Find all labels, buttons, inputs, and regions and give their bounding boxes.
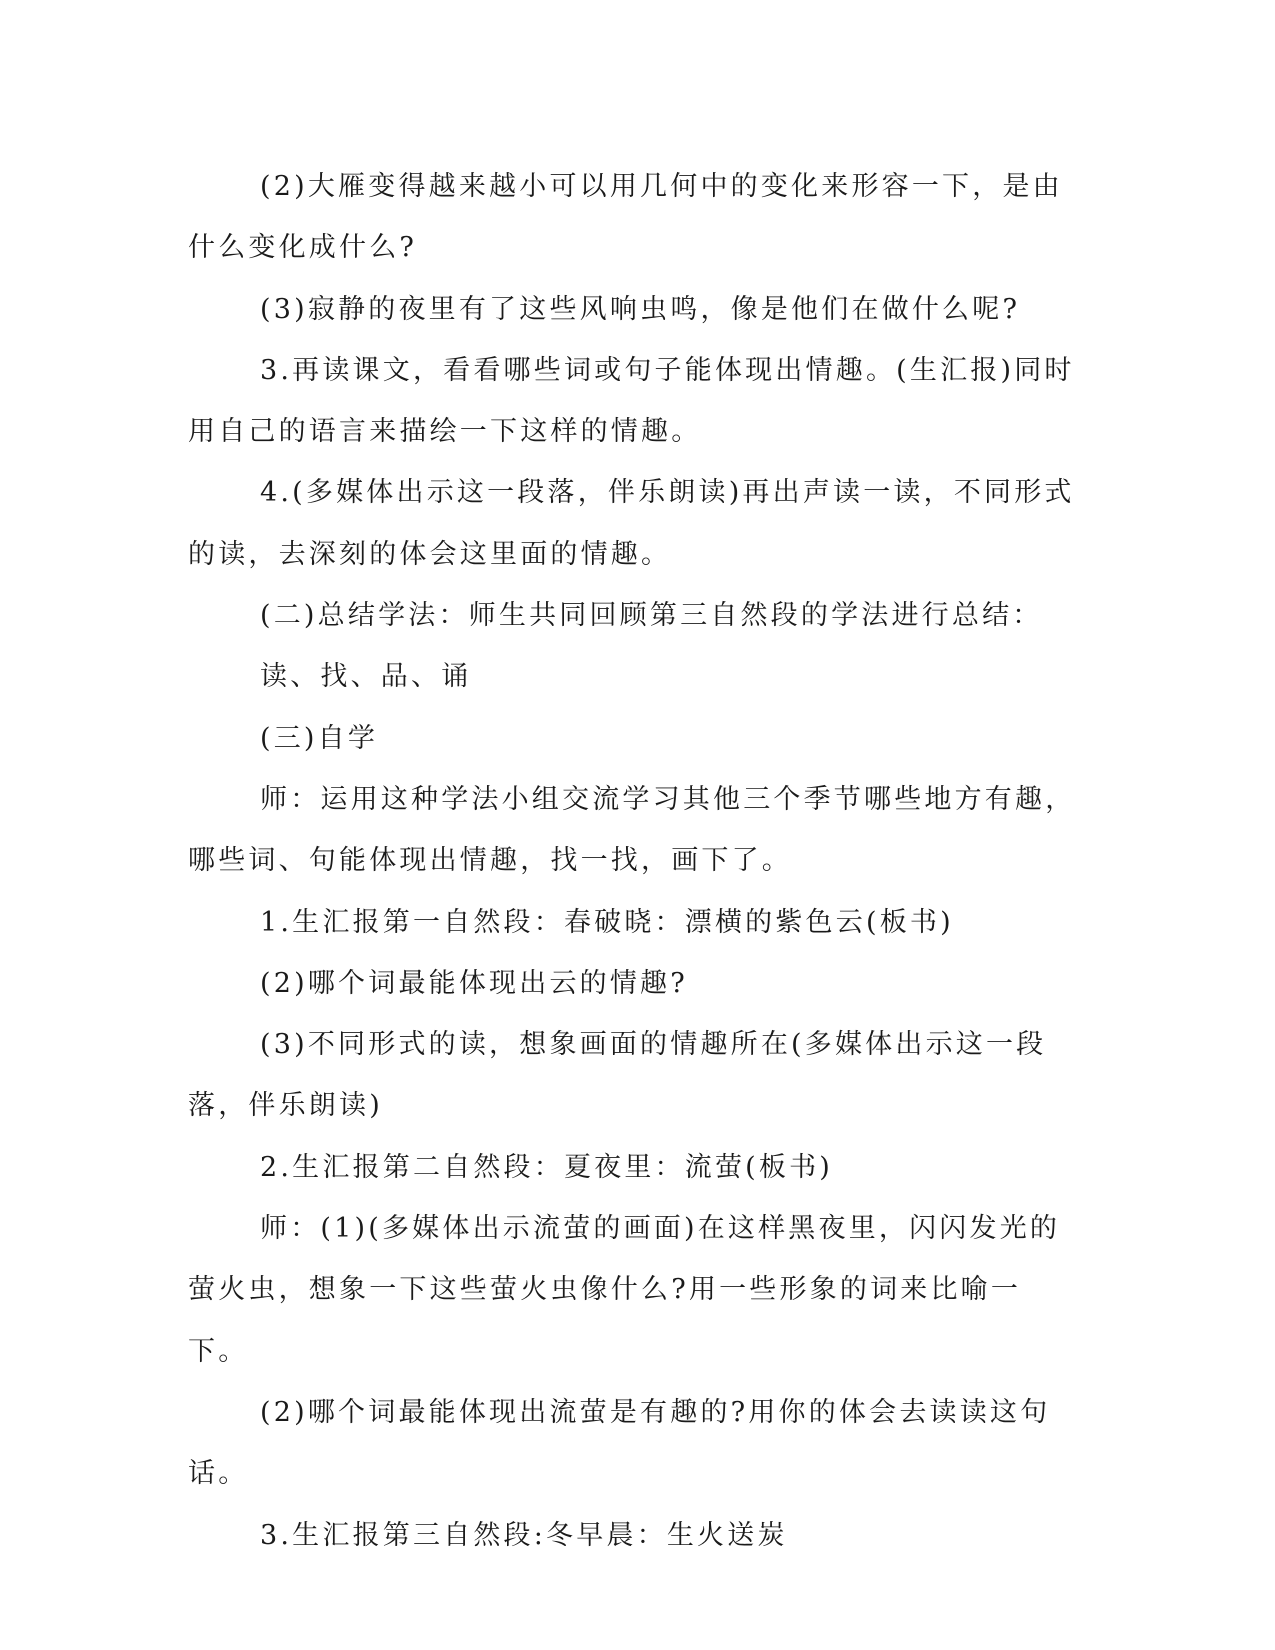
paragraph: (三)自学 <box>260 722 379 754</box>
paragraph: 3.再读课文，看看哪些词或句子能体现出情趣。(生汇报)同时用自己的语言来描绘一下这样的情趣。 <box>188 354 1075 448</box>
document-body <box>188 156 1080 1566</box>
paragraph: (二)总结学法：师生共同回顾第三自然段的学法进行总结： <box>260 600 1043 632</box>
paragraph: 4.(多媒体出示这一段落，伴乐朗读)再出声读一读，不同形式的读，去深刻的体会这里面的情趣。 <box>188 477 1075 570</box>
paragraph: (3)寂静的夜里有了这些风响虫鸣，像是他们在做什么呢? <box>260 293 1021 325</box>
paragraph: (3)不同形式的读，想象画面的情趣所在(多媒体出示这一段落，伴乐朗读) <box>188 1029 1047 1122</box>
paragraph: 2.生汇报第二自然段：夏夜里：流萤(板书) <box>260 1151 834 1183</box>
paragraph: (2)大雁变得越来越小可以用几何中的变化来形容一下，是由什么变化成什么? <box>188 171 1063 264</box>
paragraph: 读、找、品、诵 <box>260 661 472 693</box>
paragraph: 1.生汇报第一自然段：春破晓：漂横的紫色云(板书) <box>260 906 954 938</box>
paragraph: 3.生汇报第三自然段:冬早晨：生火送炭 <box>260 1519 788 1551</box>
paragraph: (2)哪个词最能体现出流萤是有趣的?用你的体会去读读这句话。 <box>188 1396 1051 1490</box>
paragraph: 师：运用这种学法小组交流学习其他三个季节哪些地方有趣，哪些词、句能体现出情趣，找一找，画下了。 <box>188 783 1076 877</box>
paragraph: 师：(1)(多媒体出示流萤的画面)在这样黑夜里，闪闪发光的萤火虫，想象一下这些萤火虫像什么?用一些形象的词来比喻一下。 <box>188 1213 1061 1367</box>
paragraph: (2)哪个词最能体现出云的情趣? <box>260 967 688 999</box>
